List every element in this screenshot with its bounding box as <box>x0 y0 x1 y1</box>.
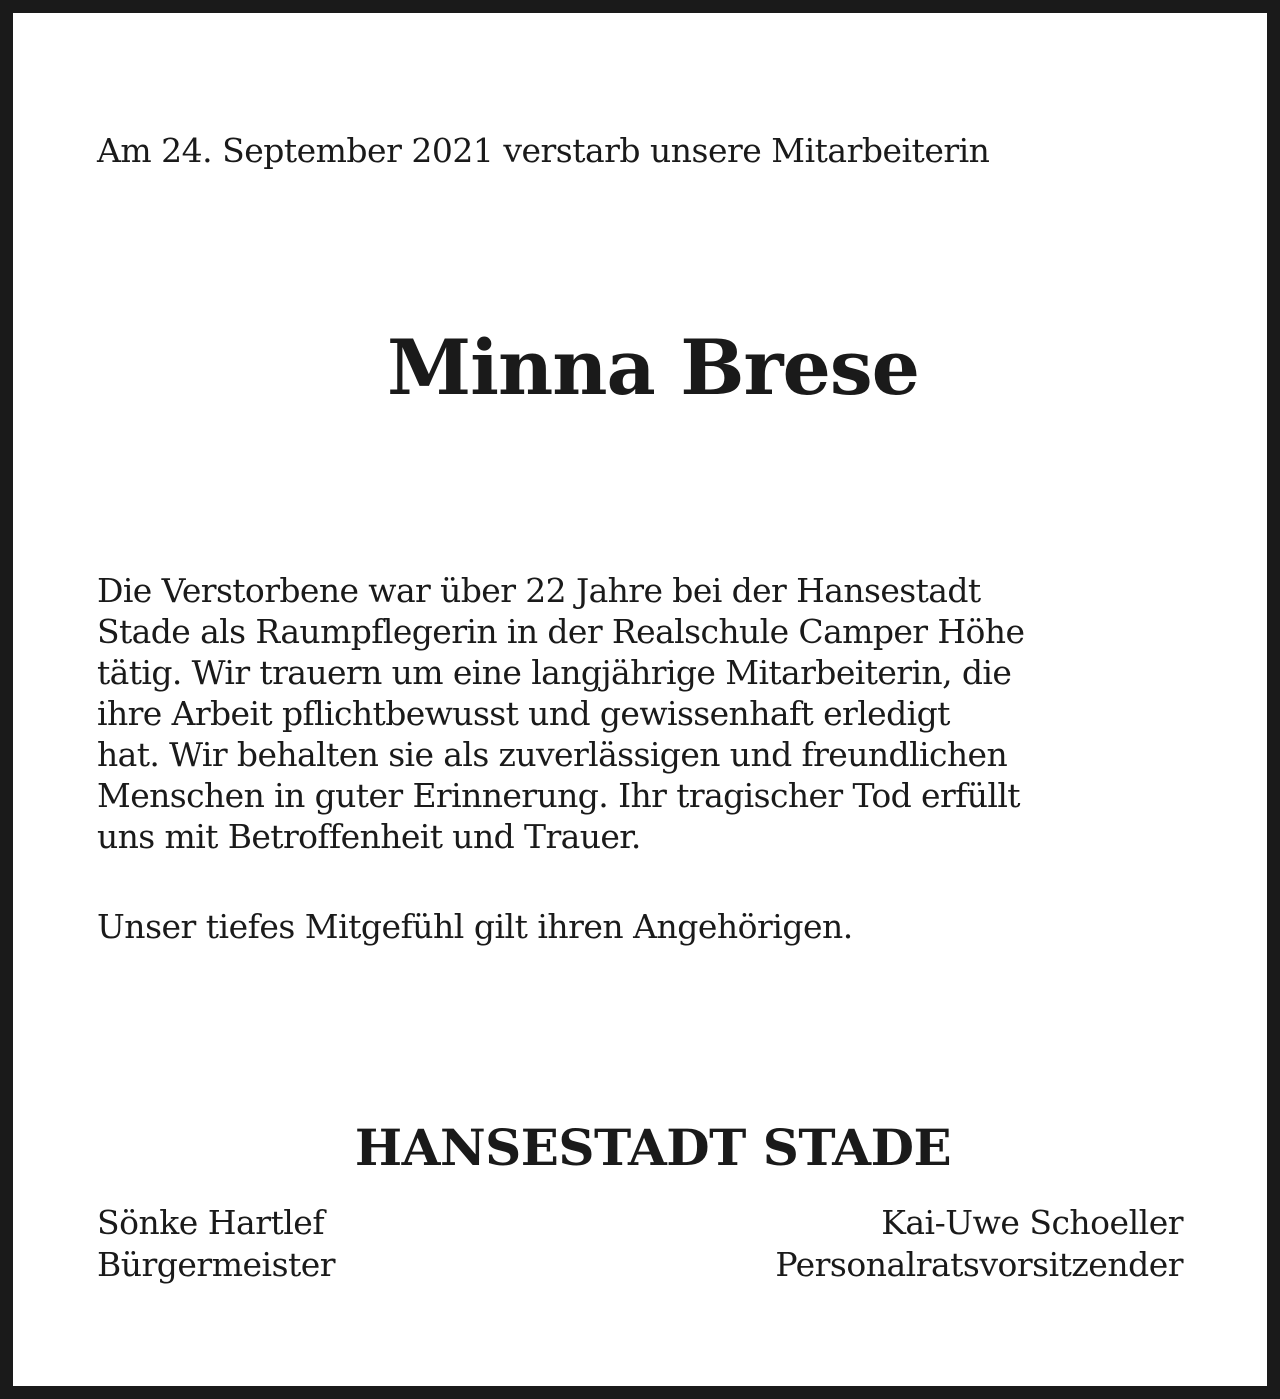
body-line: hat. Wir behalten sie als zuverlässigen und freundlichen <box>97 735 1008 774</box>
signatory-role: Personalratsvorsitzender <box>775 1245 1183 1284</box>
signatory-role: Bürgermeister <box>97 1245 336 1284</box>
signatory-left <box>97 1202 335 1286</box>
signatory-name: Kai-Uwe Schoeller <box>881 1203 1183 1242</box>
body-line: Menschen in guter Erinnerung. Ihr tragischer Tod erfüllt <box>97 776 1020 815</box>
condolence-text: Unser tiefes Mitgefühl gilt ihren Angehörigen. <box>97 907 853 946</box>
body-line: ihre Arbeit pflichtbewusst und gewissenhaft erledigt <box>97 694 950 733</box>
signatory-right <box>775 1202 1183 1286</box>
body-line: Stade als Raumpflegerin in der Realschule Camper Höhe <box>97 612 1025 651</box>
body-paragraph <box>97 570 1227 857</box>
organization-name: HANSESTADT STADE <box>354 1118 952 1177</box>
body-line: uns mit Betroffenheit und Trauer. <box>97 817 641 856</box>
intro-text: Am 24. September 2021 verstarb unsere Mitarbeiterin <box>97 131 990 170</box>
body-line: tätig. Wir trauern um eine langjährige Mitarbeiterin, die <box>97 653 1012 692</box>
deceased-name: Minna Brese <box>387 323 919 412</box>
signatory-name: Sönke Hartlef <box>97 1203 325 1242</box>
body-line: Die Verstorbene war über 22 Jahre bei der Hansestadt <box>97 571 981 610</box>
